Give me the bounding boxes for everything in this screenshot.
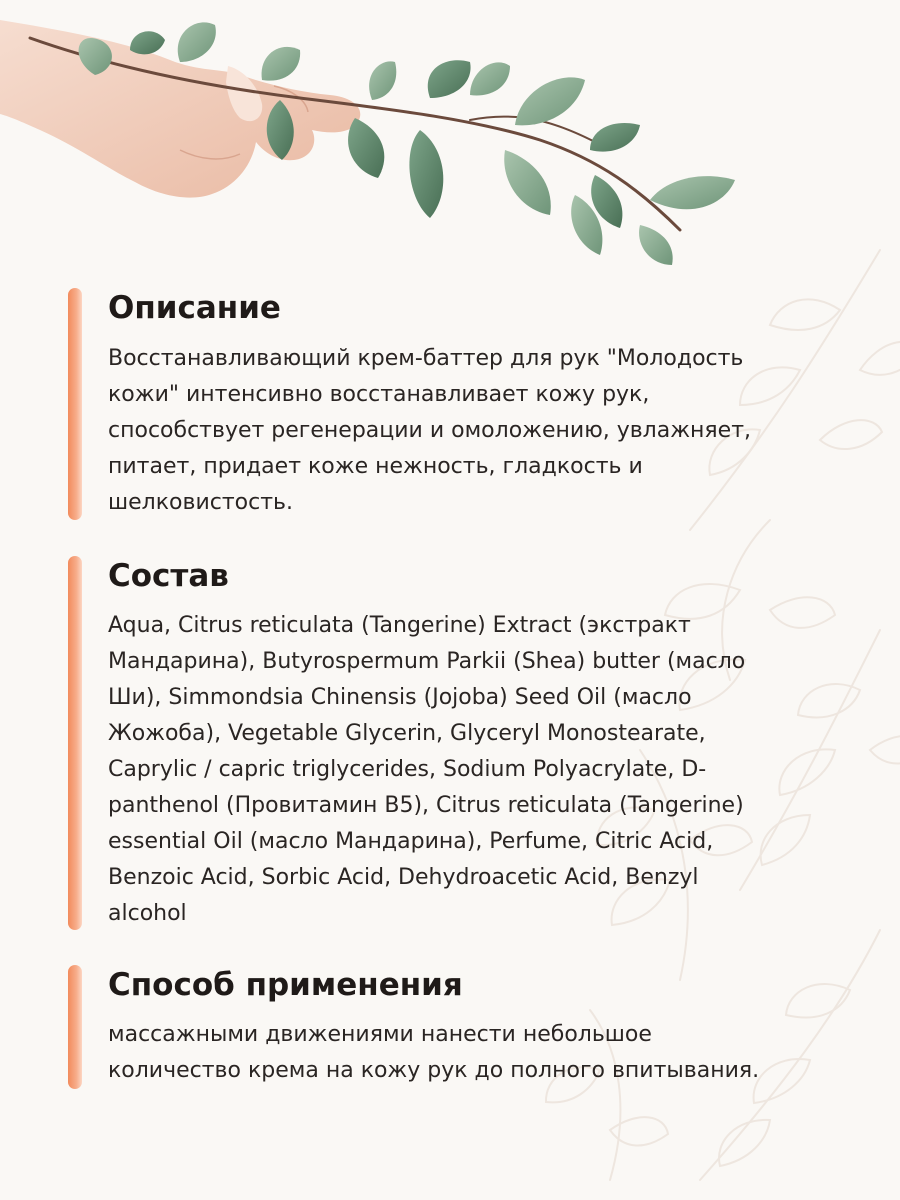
usage-accent-bar <box>68 965 82 1089</box>
composition-line: essential Oil (масло Мандарина), Perfume, Citric Acid, <box>108 829 714 854</box>
usage-section <box>68 965 828 1089</box>
description-section <box>68 288 828 520</box>
description-accent-bar <box>68 288 82 520</box>
description-line: шелковистость. <box>108 490 293 515</box>
composition-line: Жожоба), Vegetable Glycerin, Glyceryl Monostearate, <box>108 721 706 746</box>
description-text <box>108 341 751 521</box>
description-line: кожи" интенсивно восстанавливает кожу рук, <box>108 382 650 407</box>
description-title: Описание <box>108 290 281 326</box>
composition-line: alcohol <box>108 901 187 926</box>
composition-line: panthenol (Провитамин В5), Citrus reticulata (Tangerine) <box>108 793 744 818</box>
composition-section <box>68 556 828 930</box>
usage-line: количество крема на кожу рук до полного впитывания. <box>108 1058 760 1083</box>
composition-line: Ши), Simmondsia Chinensis (Jojoba) Seed Oil (масло <box>108 685 692 710</box>
description-line: Восстанавливающий крем-баттер для рук "Молодость <box>108 346 744 371</box>
composition-title: Состав <box>108 558 229 594</box>
description-line: способствует регенерации и омоложению, увлажняет, <box>108 418 752 443</box>
usage-title: Способ применения <box>108 967 463 1003</box>
composition-line: Benzoic Acid, Sorbic Acid, Dehydroacetic Acid, Benzyl <box>108 865 699 890</box>
hand-holding-eucalyptus-branch-icon <box>0 0 900 300</box>
composition-line: Aqua, Citrus reticulata (Tangerine) Extract (экстракт <box>108 613 691 638</box>
usage-text <box>108 1017 759 1089</box>
composition-accent-bar <box>68 556 82 930</box>
composition-line: Caprylic / capric triglycerides, Sodium Polyacrylate, D- <box>108 757 707 782</box>
composition-line: Мандарина), Butyrospermum Parkii (Shea) butter (масло <box>108 649 746 674</box>
composition-text <box>108 608 745 932</box>
usage-line: массажными движениями нанести небольшое <box>108 1022 652 1047</box>
description-line: питает, придает коже нежность, гладкость и <box>108 454 643 479</box>
